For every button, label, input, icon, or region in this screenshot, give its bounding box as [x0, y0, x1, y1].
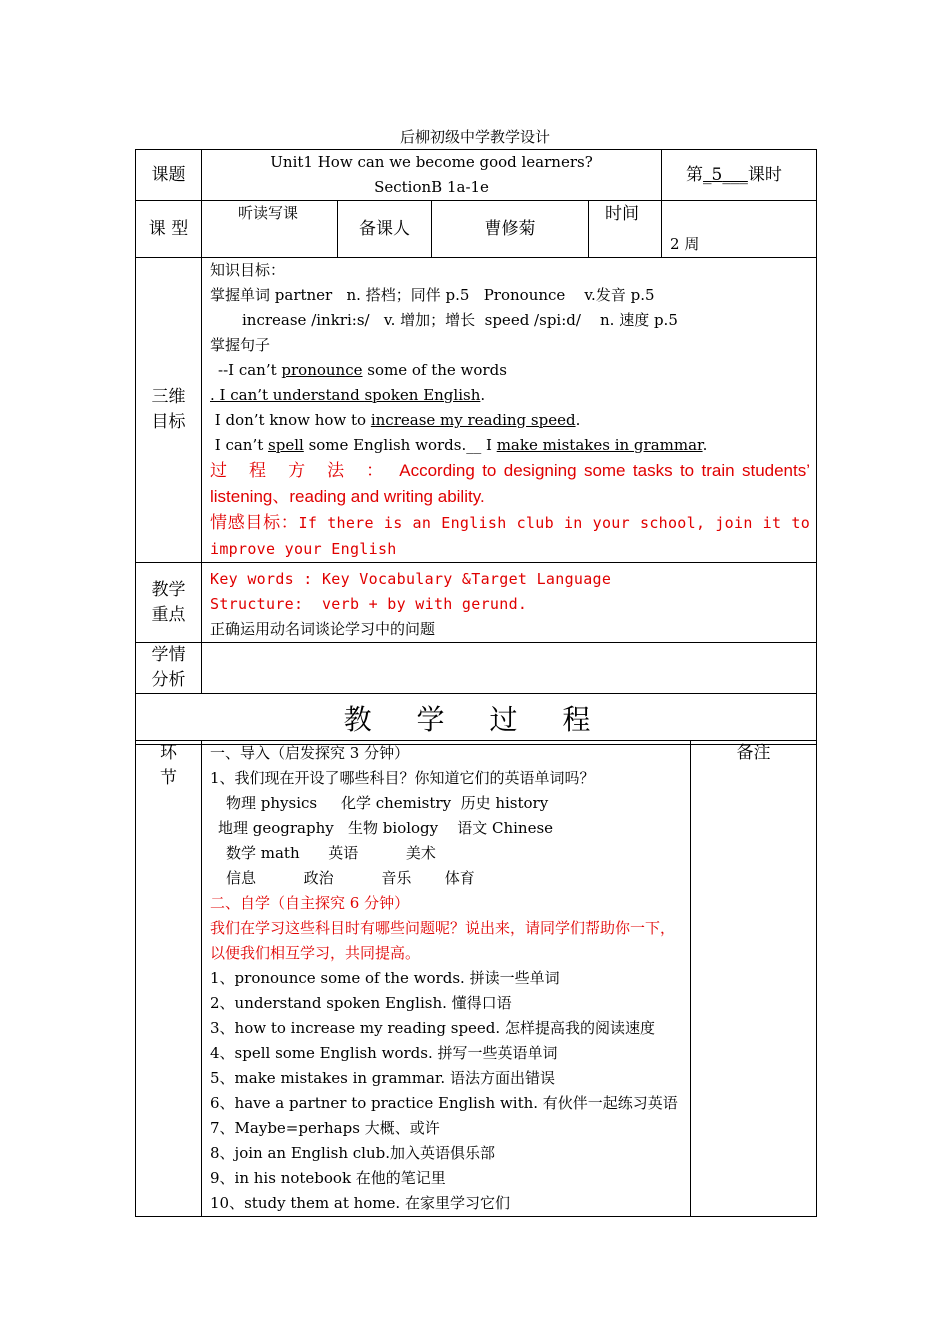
- time-label: 时间: [589, 201, 662, 258]
- self-study-prompt: 我们在学习这些科目时有哪些问题呢？说出来，请同学们帮助你一下，以便我们相互学习，共同提高。: [210, 919, 676, 962]
- sentence-title: 掌握句子: [210, 336, 271, 354]
- key-points-line-2: Structure: verb + by with gerund.: [210, 595, 528, 613]
- sentence-4: I can’t spell some English words.__ I make mistakes in grammar.: [210, 436, 708, 454]
- time-value: 2 周: [662, 201, 817, 258]
- process-method: 过 程 方 法 ： According to designing some tasks to train students’ listening、reading and writing ability.: [210, 461, 811, 506]
- sentence-1: --I can’t pronounce some of the words: [218, 361, 507, 379]
- phrase-item: 2、understand spoken English. 懂得口语: [210, 994, 512, 1012]
- section-2-title: 二、自学（自主探究 6 分钟）: [210, 894, 410, 912]
- key-points-cell: [202, 563, 817, 643]
- phrase-item: 10、study them at home. 在家里学习它们: [210, 1194, 510, 1212]
- topic-label: 课题: [136, 150, 202, 201]
- topic-title: Unit1 How can we become good learners?: [270, 153, 593, 171]
- phrase-item: 3、how to increase my reading speed. 怎样提高我的阅读速度: [210, 1019, 655, 1037]
- key-points-line-3: 正确运用动名词谈论学习中的问题: [210, 620, 436, 638]
- section-1-title: 一、导入（启发探究 3 分钟）: [210, 744, 410, 762]
- process-heading: 教 学 过 程: [136, 694, 817, 745]
- phrase-item: 1、pronounce some of the words. 拼读一些单词: [210, 969, 560, 987]
- period-number: _5___: [703, 164, 748, 185]
- phrase-item: 4、spell some English words. 拼写一些英语单词: [210, 1044, 558, 1062]
- preparer-name: 曹修菊: [432, 201, 589, 258]
- steps-cell: [202, 741, 691, 1217]
- lesson-info-table: [135, 149, 817, 745]
- knowledge-title: 知识目标：: [210, 261, 286, 279]
- goals-cell: [202, 258, 817, 563]
- page-title: 后柳初级中学教学设计: [399, 128, 550, 146]
- analysis-cell: [202, 643, 817, 694]
- type-value: 听读写课: [202, 201, 338, 258]
- sentence-3: I don’t know how to increase my reading speed.: [210, 411, 581, 429]
- process-table: [135, 740, 817, 1217]
- analysis-label: 学情分析: [136, 643, 202, 694]
- preparer-label: 备课人: [338, 201, 432, 258]
- goals-label: 三维目标: [136, 258, 202, 563]
- vocab-line-1: 掌握单词 partner n. 搭档；同伴 p.5 Pronounce v.发音 p.5: [210, 286, 655, 304]
- sentence-2: . I can’t understand spoken English.: [210, 386, 486, 404]
- subjects-line-1: 物理 physics 化学 chemistry 历史 history: [226, 794, 549, 812]
- topic-cell: [202, 150, 662, 201]
- question-1: 1、我们现在开设了哪些科目？你知道它们的英语单词吗？: [210, 769, 595, 787]
- key-points-label: 教学重点: [136, 563, 202, 643]
- period-suffix: 课时: [747, 164, 782, 185]
- phrase-item: 8、join an English club.加入英语俱乐部: [210, 1144, 495, 1162]
- subjects-line-4: 信息 政治 音乐 体育: [226, 869, 475, 887]
- vocab-line-2: increase /inkri:s/ v. 增加；增长 speed /spi:d/ n. 速度 p.5: [242, 311, 678, 329]
- subjects-line-2: 地理 geography 生物 biology 语文 Chinese: [218, 819, 554, 837]
- type-label: 课 型: [136, 201, 202, 258]
- phrase-item: 9、in his notebook 在他的笔记里: [210, 1169, 446, 1187]
- phrase-item: 6、have a partner to practice English with. 有伙伴一起练习英语: [210, 1094, 678, 1112]
- topic-section: SectionB 1a-1e: [374, 178, 489, 196]
- subjects-line-3: 数学 math 英语 美术: [226, 844, 436, 862]
- phrase-item: 5、make mistakes in grammar. 语法方面出错误: [210, 1069, 555, 1087]
- period-prefix: 第: [686, 164, 704, 185]
- emotion-goal: 情感目标：If there is an English club in your school, join it to improve your English: [210, 513, 811, 558]
- notes-label: 备注: [691, 741, 817, 1217]
- period-cell: [662, 150, 817, 201]
- steps-label: 环节: [136, 741, 202, 1217]
- phrase-item: 7、Maybe=perhaps 大概、或许: [210, 1119, 440, 1137]
- key-points-line-1: Key words : Key Vocabulary &Target Language: [210, 570, 612, 588]
